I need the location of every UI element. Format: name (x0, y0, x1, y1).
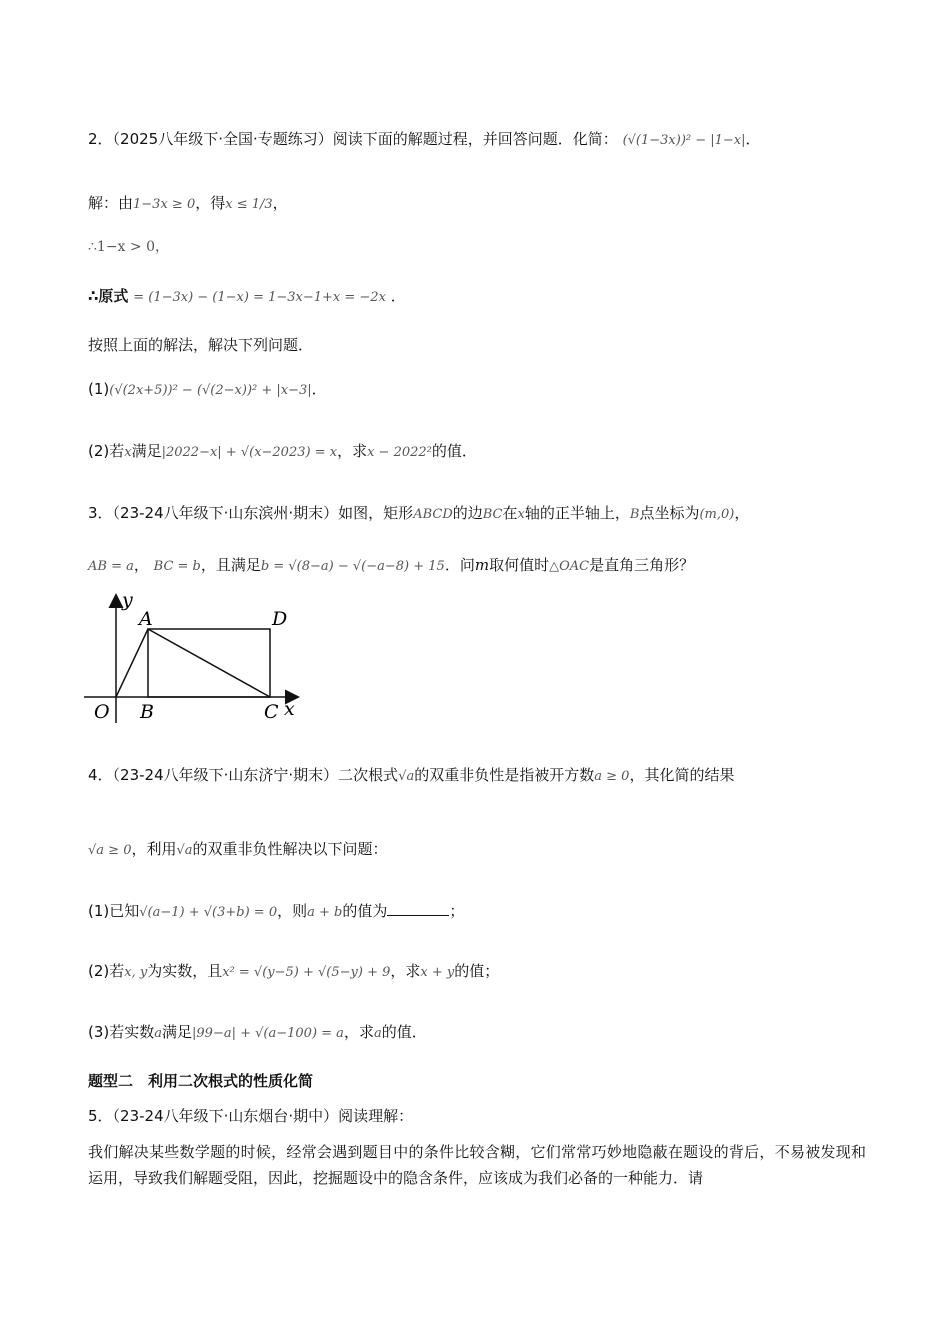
q4-p2-target: x + y (420, 965, 455, 980)
q3-ab-eq: AB = a (88, 559, 134, 574)
q3-t2: 的边 (452, 504, 483, 522)
q4-p3-label: (3)若实数 (88, 1023, 155, 1041)
label-b: B (140, 701, 154, 723)
q2-line3-end: ． (390, 287, 406, 305)
q2-part2 (88, 440, 477, 464)
q2-p2-condition: |2022−x| + √(x−2023) = x (161, 445, 338, 460)
q4-p3-condition: |99−a| + √(a−100) = a (192, 1026, 344, 1041)
q2-p1-expression: (√(2x+5))² − (√(2−x))² + |x−3| (109, 383, 312, 398)
q3-triangle: △OAC (549, 559, 590, 574)
q2-expression: (√(1−3x))² − |1−x| (622, 133, 746, 148)
q4-p2-mid2: ，求 (390, 962, 421, 980)
q2-text: 阅读下面的解题过程，并回答问题．化简： (332, 130, 618, 148)
q2-p1-label: (1) (88, 380, 110, 398)
q3-stem (88, 502, 749, 526)
label-a: A (139, 608, 153, 630)
q3-t10: 是直角三角形？ (589, 556, 695, 574)
segment-ac (148, 629, 270, 697)
q2-end: ． (745, 130, 761, 148)
q4-number: 4． (88, 766, 113, 784)
q2-solution-line1 (88, 192, 288, 216)
q3-t5: 点坐标为 (639, 504, 700, 522)
q2-instruction: 按照上面的解法，解决下列问题． (88, 336, 314, 354)
q2-sol-prefix: 解：由 (88, 194, 134, 212)
q4-part2 (88, 960, 499, 984)
q3-t9: 取何值时 (489, 556, 550, 574)
q3-t3: 在 (502, 504, 518, 522)
q4-sqrt-a-2: √a (176, 843, 193, 858)
q2-sol-end: ， (272, 194, 288, 212)
q4-p2-vars: x, y (124, 965, 148, 980)
q2-p2-end: 的值． (431, 442, 477, 460)
q3-number: 3． (88, 504, 113, 522)
q3-t1: 如图，矩形 (338, 504, 414, 522)
q4-part3 (88, 1021, 427, 1045)
q4-source: （23-24八年级下·山东济宁·期末） (112, 766, 339, 784)
q4-p1-end: 的值为 (342, 902, 388, 920)
q4-p2-condition: x² = √(y−5) + √(5−y) + 9 (222, 965, 391, 980)
q2-p1-end: ． (311, 380, 327, 398)
segment-oa (116, 629, 148, 697)
q3-t4: 轴的正半轴上， (524, 504, 630, 522)
label-c: C (264, 701, 279, 723)
q2-sol-mid: ，得 (195, 194, 226, 212)
q2-stem (88, 128, 761, 152)
q3-t8: ．问 (444, 556, 475, 574)
q2-part1 (88, 378, 327, 402)
q2-number: 2． (88, 130, 113, 148)
q5-number: 5． (88, 1107, 113, 1125)
section-heading: 题型二 利用二次根式的性质化简 (88, 1072, 314, 1090)
q4-t1: 二次根式 (338, 766, 399, 784)
q4-p2-end: 的值； (454, 962, 500, 980)
q3-source: （23-24八年级下·山东滨州·期末） (112, 504, 339, 522)
q4-p1-label: (1)已知 (88, 902, 140, 920)
q3-m: m (474, 556, 490, 574)
q3-conditions (88, 554, 694, 578)
q4-stem (88, 764, 734, 788)
label-y: y (122, 589, 133, 611)
q3-figure (82, 588, 312, 728)
q5-stem (88, 1105, 413, 1127)
q4-sqrt-a: √a (398, 769, 415, 784)
q3-coord: (m,0) (699, 507, 735, 522)
q2-source: （2025八年级下·全国·专题练习） (112, 130, 333, 148)
q2-solution-line2: ∴1−x > 0， (88, 239, 169, 255)
q2-p2-mid2: ，求 (337, 442, 368, 460)
q4-p1-tail: ； (449, 902, 465, 920)
q4-p3-end: 的值． (381, 1023, 427, 1041)
q2-line3-prefix: ∴原式 (88, 287, 129, 305)
q4-p1-mid: ，则 (277, 902, 308, 920)
q4-t2: 的双重非负性是指被开方数 (414, 766, 595, 784)
q3-b: B (629, 507, 640, 522)
label-o: O (94, 701, 110, 723)
q3-x: x (517, 507, 525, 522)
q4-t3: ，其化简的结果 (629, 766, 735, 784)
q4-line2 (88, 838, 388, 862)
q4-p1-target: a + b (307, 905, 343, 920)
q2-sol-result: x ≤ 1/3 (225, 197, 273, 212)
q3-abcd: ABCD (413, 507, 453, 522)
q4-p1-condition: √(a−1) + √(3+b) = 0 (139, 905, 278, 920)
q4-p2-label: (2)若 (88, 962, 125, 980)
q2-line3-expression: = (1−3x) − (1−x) = 1−3x−1+x = −2x (133, 290, 386, 305)
q3-b-eq: b = √(8−a) − √(−a−8) + 15 (260, 559, 445, 574)
q3-bc-eq: BC = b (153, 559, 201, 574)
q3-t7: ，且满足 (200, 556, 261, 574)
q4-t5: 的双重非负性解决以下问题： (192, 840, 388, 858)
q4-a-ge0: a ≥ 0 (594, 769, 630, 784)
q5-t1: 阅读理解： (338, 1107, 414, 1125)
q2-p2-mid: 满足 (131, 442, 162, 460)
q4-p3-var: a (154, 1026, 163, 1041)
q3-t6: ， (734, 504, 750, 522)
q4-p3-var-2: a (373, 1026, 382, 1041)
q4-part1 (88, 900, 464, 924)
q2-sol-condition: 1−3x ≥ 0 (133, 197, 196, 212)
q2-solution-line3 (88, 285, 406, 309)
answer-blank[interactable] (387, 901, 449, 916)
q4-p2-mid: 为实数，且 (147, 962, 223, 980)
label-d: D (272, 608, 288, 630)
q2-p2-target: x − 2022² (367, 445, 432, 460)
q4-p3-mid2: ，求 (343, 1023, 374, 1041)
q2-p2-var: x (124, 445, 132, 460)
q5-source: （23-24八年级下·山东烟台·期中） (112, 1107, 339, 1125)
label-x: x (284, 698, 295, 720)
q5-paragraph: 我们解决某些数学题的时候，经常会遇到题目中的条件比较含糊，它们常常巧妙地隐蔽在题设的背后，不易被发现和运用，导致我们解题受阻，因此，挖掘题设中的隐含条件，应该成为我们必备的一种能力．请 (88, 1143, 866, 1187)
q4-p3-mid: 满足 (162, 1023, 193, 1041)
q4-t4: ，利用 (131, 840, 177, 858)
q3-bc: BC (482, 507, 503, 522)
q3-comma: ， (133, 556, 149, 574)
q2-p2-label: (2)若 (88, 442, 125, 460)
q4-result: √a ≥ 0 (88, 843, 132, 858)
